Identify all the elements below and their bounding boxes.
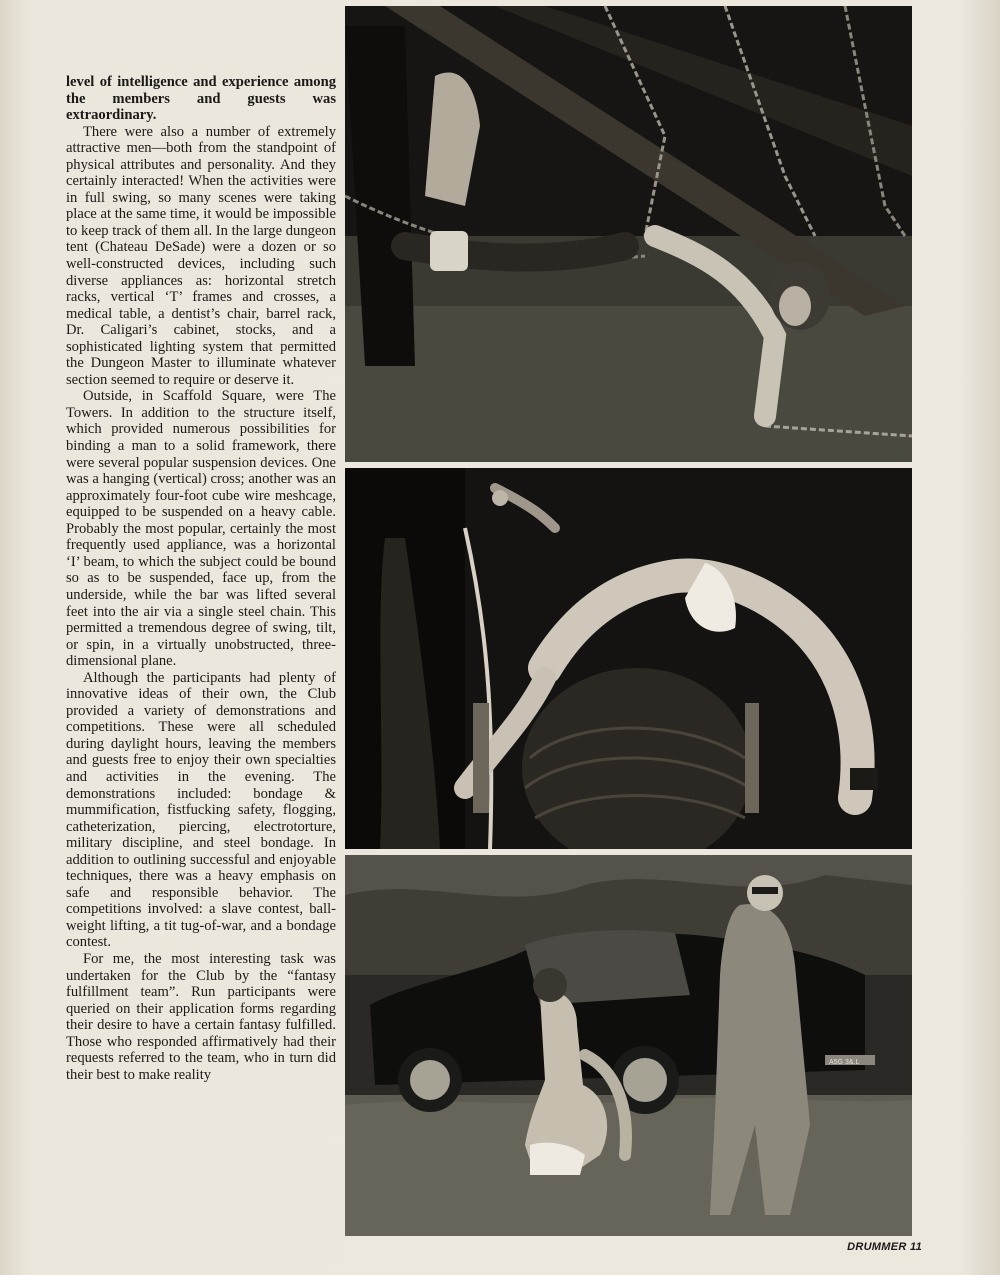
article-text-column	[66, 74, 336, 1083]
article-paragraph: For me, the most interesting task was undertaken for the Club by the “fantasy fulfillment team”. Run participants were queried on their application forms regarding their desire to have a certain fantasy fulfilled. Those who responded affirmatively had their requests referred to the team, who in turn did their best to make reality	[66, 950, 336, 1083]
photo-barrel-rack-scene	[345, 468, 912, 849]
photo-barrel-rack-scene-image	[345, 468, 912, 849]
photo-suspension-scene-image	[345, 6, 912, 462]
photo-car-scene	[345, 855, 912, 1236]
article-lead-paragraph: level of intelligence and experience among the members and guests was extraordinary.	[66, 74, 336, 124]
license-plate-text: A5G 3&.L	[829, 1059, 860, 1066]
photo-suspension-scene	[345, 6, 912, 462]
page-folio: DRUMMER 11	[847, 1241, 922, 1253]
article-paragraph: Although the participants had plenty of innovative ideas of their own, the Club provided a variety of demonstrations and competitions. These were all scheduled during daylight hours, leaving the members and guests free to enjoy their own specialties and activities in the evening. The demonstrations included: bondage & mummification, fistfucking safety, flogging, catheterization, piercing, electrotorture, military discipline, and steel bondage. In addition to outlining successful and enjoyable techniques, there was a heavy emphasis on safe and responsible behavior. The competitions involved: a slave contest, ball-weight lifting, a tit tug-of-war, and a bondage contest.	[66, 669, 336, 951]
photo-car-scene-image	[345, 855, 912, 1236]
article-paragraph: Outside, in Scaffold Square, were The Towers. In addition to the structure itself, which provided numerous possibilities for binding a man to a solid framework, there were several popular suspension devices. One was a hanging (vertical) cross; another was an approximately four-foot cube wire meshcage, equipped to be suspended on a heavy cable. Probably the most popular, certainly the most frequently used appliance, was a horizontal ‘I’ beam, to which the subject could be bound so as to be suspended, face up, from the underside, while the bar was lifted several feet into the air via a single steel chain. This permitted a tremendous degree of swing, tilt, or spin, in a virtually unobstructed, three-dimensional plane.	[66, 388, 336, 670]
article-paragraph: There were also a number of extremely attractive men—both from the standpoint of physical attributes and personality. And they certainly interacted! When the activities were in full swing, so many scenes were taking place at the same time, it would be impossible to keep track of them all. In the large dungeon tent (Chateau DeSade) were a dozen or so well-constructed devices, including such diverse appliances as: horizontal stretch racks, vertical ‘T’ frames and crosses, a medical table, a dentist’s chair, barrel rack, Dr. Caligari’s cabinet, stocks, and a sophisticated lighting system that permitted the Dungeon Master to illuminate whatever section seemed to require or deserve it.	[66, 123, 336, 388]
